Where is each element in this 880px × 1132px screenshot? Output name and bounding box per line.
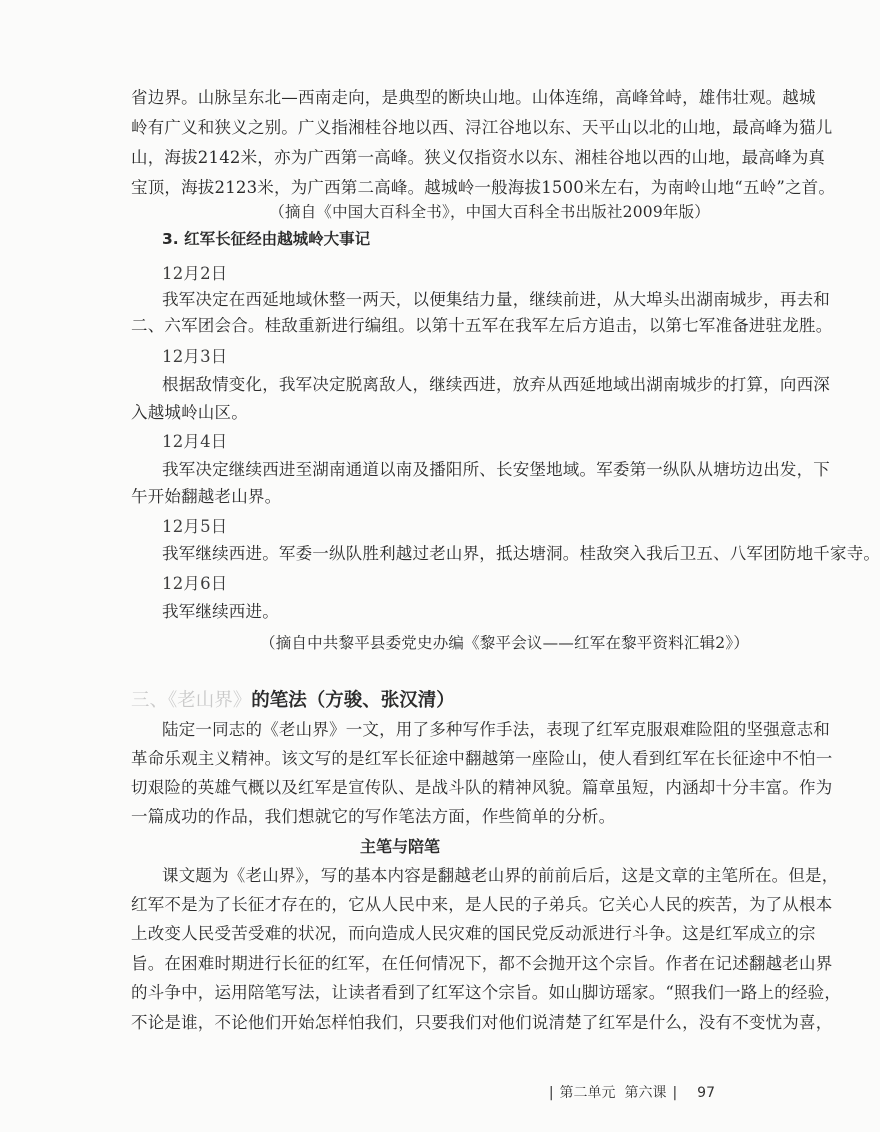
section-title-rest: 的笔法（方骏、张汉清） [251,690,455,711]
event-date: 12月5日 [162,517,228,536]
source-citation: （摘自《中国大百科全书》，中国大百科全书出版社2009年版） [269,203,710,221]
footer-unit: 第二单元 [559,1085,616,1101]
event-text: 我军决定在西延地域休整一两天，以便集结力量，继续前进，从大埠头出湖南城步，再去和 [162,290,830,309]
section-heading: 3. 红军长征经由越城岭大事记 [162,230,371,248]
event-text: 我军决定继续西进至湖南通道以南及播阳所、长安堡地域。军委第一纵队从塘坊边出发，下 [162,460,830,479]
paragraph-line: 切艰险的英雄气概以及红军是宣传队、是战斗队的精神风貌。篇章虽短，内涵却十分丰富。作为 [131,778,833,797]
paragraph-line: 陆定一同志的《老山界》一文，用了多种写作手法，表现了红军克服艰难险阻的坚强意志和 [162,720,830,739]
subheading: 主笔与陪笔 [359,837,440,856]
event-text: 入越城岭山区。 [131,403,248,422]
section-title-prefix: 三、《老山界》 [131,690,252,711]
event-text: 我军继续西进。 [162,602,279,621]
paragraph-line: 岭有广义和狭义之别。广义指湘桂谷地以西、浔江谷地以东、天平山以北的山地，最高峰为猫儿 [131,118,833,137]
paragraph-line: 一篇成功的作品，我们想就它的写作笔法方面，作些简单的分析。 [131,807,616,826]
paragraph-line: 红军不是为了长征才存在的，它从人民中来，是人民的子弟兵。它关心人民的疾苦，为了从根本 [131,895,833,914]
paragraph-line: 省边界。山脉呈东北—西南走向，是典型的断块山地。山体连绵，高峰耸峙，雄伟壮观。越城 [131,88,816,107]
event-date: 12月4日 [162,432,228,451]
footer-lesson: 第六课 [624,1085,667,1101]
paragraph-line: 旨。在困难时期进行长征的红军，在任何情况下，都不会抛开这个宗旨。作者在记述翻越老山界 [131,954,833,973]
event-date: 12月6日 [162,574,228,593]
paragraph-line: 不论是谁，不论他们开始怎样怕我们，只要我们对他们说清楚了红军是什么，没有不变忧为喜， [131,1013,833,1032]
paragraph-line: 上改变人民受苦受难的状况，而向造成人民灾难的国民党反动派进行斗争。这是红军成立的宗 [131,924,816,943]
section-title [131,688,455,714]
source-citation: （摘自中共黎平县委党史办编《黎平会议——红军在黎平资料汇辑2》） [260,634,750,652]
event-text: 二、六军团会合。桂敌重新进行编组。以第十五军在我军左后方追击，以第七军准备进驻龙胜。 [131,316,833,335]
event-date: 12月3日 [162,347,228,366]
paragraph-line: 山，海拔2142米，亦为广西第一高峰。狭义仅指资水以东、湘桂谷地以西的山地，最高峰为真 [131,148,826,167]
event-text: 我军继续西进。军委一纵队胜利越过老山界，抵达塘洞。桂敌突入我后卫五、八军团防地千家寺。 [162,544,880,563]
paragraph-line: 革命乐观主义精神。该文写的是红军长征途中翻越第一座险山，使人看到红军在长征途中不怕一 [131,749,833,768]
event-date: 12月2日 [162,264,228,283]
event-text: 午开始翻越老山界。 [131,487,282,506]
page-footer: | 第二单元 第六课 | 97 [548,1085,715,1101]
paragraph-line: 课文题为《老山界》，写的基本内容是翻越老山界的前前后后，这是文章的主笔所在。但是， [162,866,839,885]
event-text: 根据敌情变化，我军决定脱离敌人，继续西进，放弃从西延地域出湖南城步的打算，向西深 [162,375,830,394]
paragraph-line: 宝顶，海拔2123米，为广西第二高峰。越城岭一般海拔1500米左右，为南岭山地“五岭”之首。 [131,178,836,197]
paragraph-line: 的斗争中，运用陪笔写法，让读者看到了红军这个宗旨。如山脚访瑶家。“照我们一路上的经验， [131,983,842,1002]
page-number: 97 [697,1085,715,1101]
